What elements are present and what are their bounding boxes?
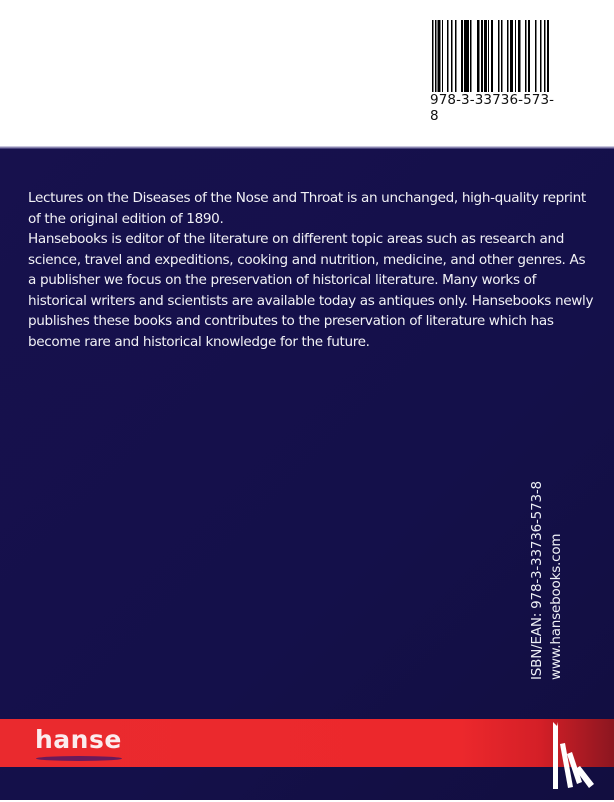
- barcode: [430, 18, 556, 124]
- panel-top-edge: [0, 146, 614, 149]
- book-description: [28, 188, 594, 352]
- barcode-isbn-text: 978-3-33736-573-8: [430, 92, 555, 124]
- hanse-logo: hanse: [35, 725, 122, 754]
- barcode-icon: [432, 20, 552, 92]
- books-icon: [548, 722, 614, 802]
- description-paragraph-title: Lectures on the Diseases of the Nose and Throat is an unchanged, high-quality reprint of the original edition of 1890.: [28, 190, 586, 227]
- barcode-area: [0, 0, 614, 148]
- logo-swoosh: [36, 756, 122, 761]
- website-link[interactable]: www.hansebooks.com: [548, 533, 564, 680]
- spine-info: [528, 481, 566, 680]
- isbn-ean-line: ISBN/EAN: 978-3-33736-573-8: [529, 481, 545, 680]
- description-paragraph-publisher: Hansebooks is editor of the literature on different topic areas such as research and science, travel and expeditions, cooking and nutrition, medicine, and other genres. As a publisher we focus on the preservation of historical literature. Many works of historical writers and scientists are available today as antiques only. Hansebooks newly publishes these books and contributes to the preservation of literature which has become rare and historical knowledge for the future.: [28, 231, 594, 350]
